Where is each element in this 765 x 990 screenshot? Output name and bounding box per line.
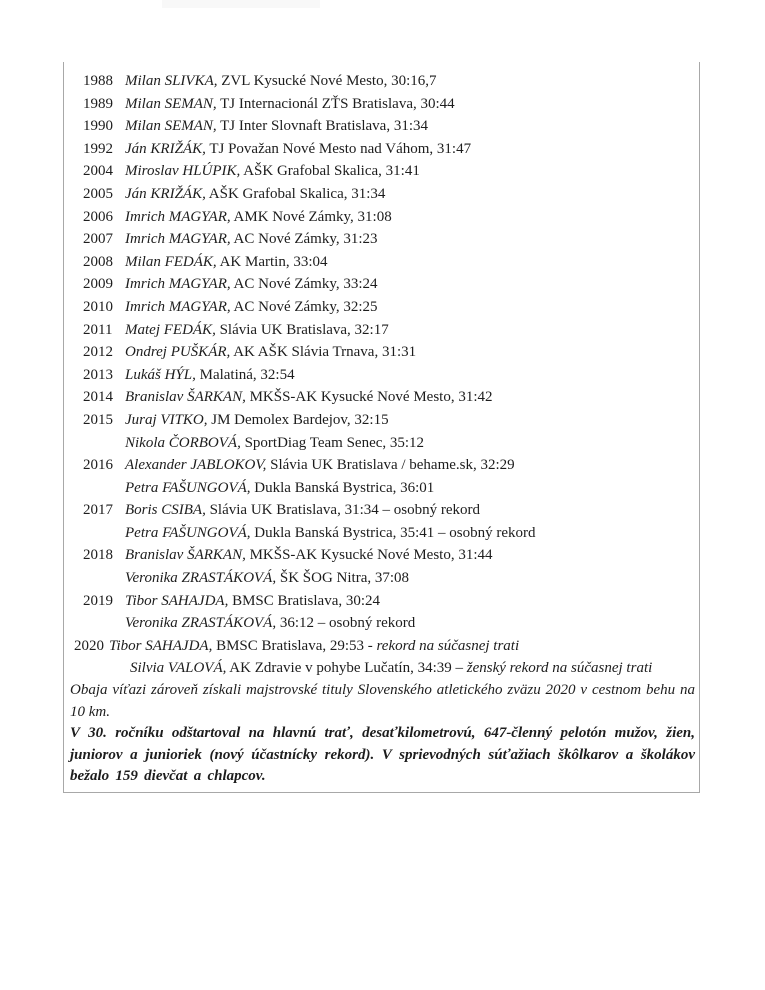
result-name-segment: Petra FAŠUNGOVÁ, bbox=[125, 479, 251, 496]
result-name-segment: Milan SEMAN, bbox=[125, 118, 217, 135]
result-name-segment: Petra FAŠUNGOVÁ, bbox=[125, 524, 251, 541]
result-detail-segment: ŠK ŠOG Nitra, 37:08 bbox=[276, 570, 410, 587]
result-name-segment: Imrich MAGYAR, bbox=[125, 276, 231, 293]
result-row bbox=[64, 590, 699, 613]
result-year: 2006 bbox=[83, 208, 113, 225]
result-detail-segment: ZVL Kysucké Nové Mesto, 30:16,7 bbox=[217, 73, 437, 89]
result-name-segment: Imrich MAGYAR, bbox=[125, 231, 231, 248]
result-year: 2015 bbox=[83, 411, 113, 428]
result-row bbox=[64, 251, 699, 274]
result-detail-segment: Dukla Banská Bystrica, 35:41 – osobný rekord bbox=[250, 524, 536, 541]
result-row bbox=[64, 567, 699, 590]
result-year: 2016 bbox=[83, 457, 113, 474]
result-row bbox=[64, 115, 699, 138]
result-name-segment: Imrich MAGYAR, bbox=[125, 298, 231, 315]
result-detail-segment: AMK Nové Zámky, 31:08 bbox=[230, 208, 392, 225]
result-name-segment: Branislav ŠARKAN, bbox=[125, 547, 246, 564]
result-year: 2019 bbox=[83, 592, 113, 609]
result-detail-segment: Malatiná, 32:54 bbox=[195, 366, 295, 383]
result-name-segment: Lukáš HÝL, bbox=[125, 366, 196, 383]
result-row bbox=[64, 544, 699, 567]
result-detail-segment: TJ Internacionál ZŤS Bratislava, 30:44 bbox=[216, 95, 455, 112]
result-name-segment: ženský rekord na súčasnej trati bbox=[466, 660, 653, 677]
result-row bbox=[64, 522, 699, 545]
results-table-box bbox=[63, 62, 700, 793]
result-row bbox=[64, 477, 699, 500]
result-name-segment: Alexander JABLOKOV, bbox=[125, 457, 267, 474]
result-row bbox=[64, 612, 699, 635]
result-name-segment: Branislav ŠARKAN, bbox=[125, 389, 246, 406]
result-detail-segment: AK AŠK Slávia Trnava, 31:31 bbox=[230, 344, 417, 361]
result-detail-segment: MKŠS-AK Kysucké Nové Mesto, 31:44 bbox=[245, 547, 493, 564]
result-detail-segment: AC Nové Zámky, 31:23 bbox=[230, 231, 378, 248]
result-name-segment: Tibor SAHAJDA, bbox=[125, 592, 229, 609]
result-year: 2018 bbox=[83, 547, 113, 564]
result-row bbox=[64, 228, 699, 251]
result-year: 2005 bbox=[83, 185, 113, 202]
page-header-remnant bbox=[162, 0, 320, 8]
result-row bbox=[64, 341, 699, 364]
result-detail-segment: TJ Považan Nové Mesto nad Váhom, 31:47 bbox=[205, 140, 472, 157]
result-year: 1990 bbox=[83, 118, 113, 135]
result-detail-segment: AC Nové Zámky, 33:24 bbox=[230, 276, 378, 293]
result-name-segment: Ján KRIŽÁK, bbox=[125, 140, 206, 157]
result-year: 2008 bbox=[83, 253, 113, 270]
result-year: 2007 bbox=[83, 231, 113, 248]
result-name-segment: Imrich MAGYAR, bbox=[125, 208, 231, 225]
result-row bbox=[64, 296, 699, 319]
result-detail-segment: Slávia UK Bratislava, 32:17 bbox=[215, 321, 389, 338]
result-row bbox=[64, 386, 699, 409]
result-year: 2004 bbox=[83, 163, 113, 180]
result-name-segment: Veronika ZRASTÁKOVÁ, bbox=[125, 615, 277, 632]
result-detail-segment: SportDiag Team Senec, 35:12 bbox=[240, 434, 425, 451]
result-year: 2013 bbox=[83, 366, 113, 383]
result-name-segment: Juraj VITKO, bbox=[125, 411, 208, 428]
result-name-segment: Ján KRIŽÁK, bbox=[125, 185, 206, 202]
result-name-segment: Tibor SAHAJDA, bbox=[109, 637, 213, 654]
result-row bbox=[64, 432, 699, 455]
result-detail-segment: Dukla Banská Bystrica, 36:01 bbox=[250, 479, 435, 496]
result-detail-segment: AC Nové Zámky, 32:25 bbox=[230, 298, 378, 315]
result-row bbox=[64, 364, 699, 387]
result-name-segment: Nikola ČORBOVÁ, bbox=[125, 434, 241, 451]
result-name-segment: Veronika ZRASTÁKOVÁ, bbox=[125, 570, 277, 587]
result-detail-segment: MKŠS-AK Kysucké Nové Mesto, 31:42 bbox=[245, 389, 493, 406]
results-list bbox=[64, 70, 699, 680]
result-row bbox=[64, 93, 699, 116]
result-year: 1988 bbox=[83, 73, 113, 89]
result-detail-segment: JM Demolex Bardejov, 32:15 bbox=[207, 411, 389, 428]
result-year: 2009 bbox=[83, 276, 113, 293]
result-detail-segment: AK Zdravie v pohybe Lučatín, 34:39 – bbox=[226, 660, 467, 677]
result-year: 2010 bbox=[83, 298, 113, 315]
result-row bbox=[64, 206, 699, 229]
result-year: 2014 bbox=[83, 389, 113, 406]
result-year: 1992 bbox=[83, 140, 113, 157]
result-name-segment: Milan FEDÁK, bbox=[125, 253, 217, 270]
result-name-segment: Matej FEDÁK, bbox=[125, 321, 216, 338]
result-row bbox=[64, 657, 699, 680]
result-name-segment: Milan SLIVKA, bbox=[125, 73, 218, 89]
result-year: 1989 bbox=[83, 95, 113, 112]
result-year: 2017 bbox=[83, 502, 113, 519]
result-name-segment: Silvia VALOVÁ, bbox=[130, 660, 227, 677]
result-row bbox=[64, 138, 699, 161]
result-detail-segment: AŠK Grafobal Skalica, 31:34 bbox=[205, 185, 386, 202]
result-year: 2011 bbox=[83, 321, 113, 338]
result-row bbox=[64, 273, 699, 296]
result-name-segment: Ondrej PUŠKÁR, bbox=[125, 344, 231, 361]
note-edition-summary: V 30. ročníku odštartoval na hlavnú trať, desaťkilometrovú, 647-členný pelotón mužov, žien, juniorov a junioriek (nový účastnícky rekord). V sprievodných súťažiach škôlkarov a školákov bežalo 159 dievčat a chlapcov. bbox=[70, 725, 695, 785]
result-name-segment: Boris CSIBA, bbox=[125, 502, 206, 519]
result-row bbox=[64, 454, 699, 477]
result-detail-segment: 36:12 – osobný rekord bbox=[276, 615, 416, 632]
result-row bbox=[64, 319, 699, 342]
result-row bbox=[64, 183, 699, 206]
result-detail-segment: AK Martin, 33:04 bbox=[216, 253, 328, 270]
result-detail-segment: TJ Inter Slovnaft Bratislava, 31:34 bbox=[216, 118, 429, 135]
result-name-segment: Milan SEMAN, bbox=[125, 95, 217, 112]
result-year: 2020 bbox=[74, 637, 104, 654]
result-row bbox=[64, 160, 699, 183]
result-year: 2012 bbox=[83, 344, 113, 361]
result-detail-segment: AŠK Grafobal Skalica, 31:41 bbox=[240, 163, 420, 180]
result-detail-segment: Slávia UK Bratislava / behame.sk, 32:29 bbox=[266, 457, 515, 474]
note-championship-titles: Obaja víťazi zároveň získali majstrovské tituly Slovenského atletického zväzu 2020 v cestnom behu na 10 km. bbox=[70, 682, 695, 720]
result-row bbox=[64, 70, 699, 93]
result-detail-segment: BMSC Bratislava, 30:24 bbox=[228, 592, 381, 609]
result-detail-segment: BMSC Bratislava, 29:53 bbox=[212, 637, 368, 654]
result-name-segment: - rekord na súčasnej trati bbox=[367, 637, 520, 654]
result-row bbox=[64, 499, 699, 522]
result-row bbox=[64, 409, 699, 432]
result-name-segment: Miroslav HLÚPIK, bbox=[125, 163, 241, 180]
result-row bbox=[64, 635, 699, 658]
result-detail-segment: Slávia UK Bratislava, 31:34 – osobný rekord bbox=[205, 502, 480, 519]
